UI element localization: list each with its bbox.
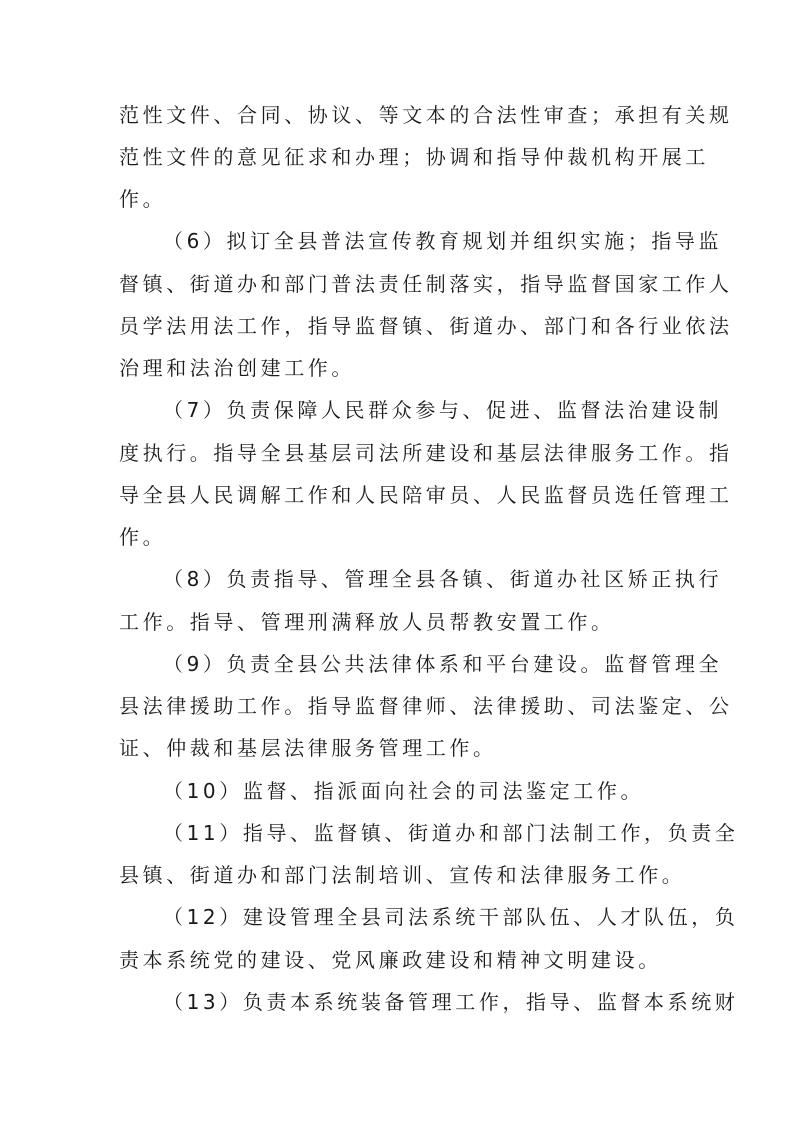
line-text: （7）负责保障人民群众参与、促进、监督法治建设制 [163, 398, 723, 422]
text-line-10 [0, 477, 793, 513]
line-text: （8）负责指导、管理全县各镇、街道办社区矫正执行 [163, 567, 723, 591]
line-text: （13）负责本系统装备管理工作，指导、监督本系统财 [163, 990, 739, 1014]
line-text: 作。 [119, 187, 167, 211]
line-text: 度执行。指导全县基层司法所建设和基层法律服务工作。指 [119, 441, 733, 465]
text-line-6 [0, 308, 793, 344]
line-text: 范性文件、合同、协议、等文本的合法性审查；承担有关规 [119, 103, 733, 127]
text-line-13 [0, 604, 793, 640]
line-text: 证、仲裁和基层法律服务管理工作。 [119, 736, 497, 760]
line-text: 员学法用法工作，指导监督镇、街道办、部门和各行业依法 [119, 314, 733, 338]
text-line-12 [0, 561, 793, 597]
text-line-21 [0, 942, 793, 978]
text-line-8 [0, 392, 793, 428]
line-text: （12）建设管理全县司法系统干部队伍、人才队伍，负 [163, 905, 739, 929]
line-text: （9）负责全县公共法律体系和平台建设。监督管理全 [163, 652, 723, 676]
line-text: 范性文件的意见征求和办理；协调和指导仲裁机构开展工 [119, 145, 709, 169]
text-line-19 [0, 857, 793, 893]
line-text: 导全县人民调解工作和人民陪审员、人民监督员选任管理工 [119, 483, 733, 507]
line-text: （6）拟订全县普法宣传教育规划并组织实施；指导监 [163, 229, 723, 253]
line-text: （11）指导、监督镇、街道办和部门法制工作，负责全 [163, 821, 739, 845]
line-text: 督镇、街道办和部门普法责任制落实，指导监督国家工作人 [119, 272, 733, 296]
text-line-9 [0, 435, 793, 471]
text-line-2 [0, 139, 793, 175]
text-line-14 [0, 646, 793, 682]
text-line-16 [0, 730, 793, 766]
line-text: （10）监督、指派面向社会的司法鉴定工作。 [163, 779, 645, 803]
text-line-22 [0, 984, 793, 1020]
text-line-4 [0, 223, 793, 259]
text-line-7 [0, 350, 793, 386]
line-text: 县镇、街道办和部门法制培训、宣传和法律服务工作。 [119, 863, 686, 887]
text-line-15 [0, 688, 793, 724]
text-line-18 [0, 815, 793, 851]
text-line-1 [0, 97, 793, 133]
line-text: 工作。指导、管理刑满释放人员帮教安置工作。 [119, 610, 615, 634]
line-text: 治理和法治创建工作。 [119, 356, 355, 380]
text-line-20 [0, 899, 793, 935]
text-line-3 [0, 181, 793, 217]
text-line-5 [0, 266, 793, 302]
text-line-11 [0, 519, 793, 555]
text-line-17 [0, 773, 793, 809]
line-text: 责本系统党的建设、党风廉政建设和精神文明建设。 [119, 948, 662, 972]
line-text: 作。 [119, 525, 167, 549]
line-text: 县法律援助工作。指导监督律师、法律援助、司法鉴定、公 [119, 694, 733, 718]
